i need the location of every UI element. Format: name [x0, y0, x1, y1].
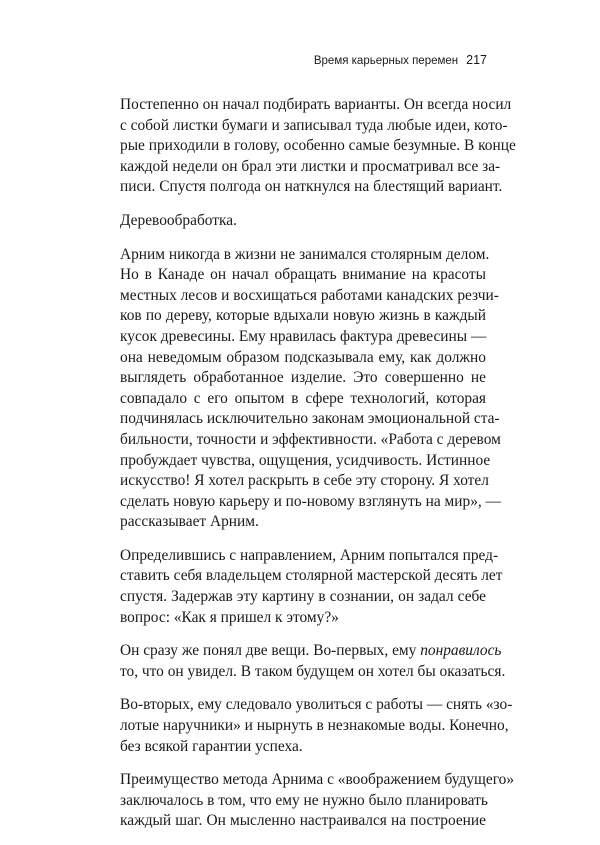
text-line: Но в Канаде он начал обращать внимание на красоты	[120, 266, 486, 284]
text-line: без всякой гарантии успеха.	[120, 737, 303, 755]
text-line: сделать новую карьеру и по-новому взглянуть на мир», —	[120, 492, 502, 510]
text-line: Арним никогда в жизни не занимался столярным делом.	[120, 245, 490, 263]
text-line: лотые наручники» и нырнуть в незнакомые воды. Конечно,	[120, 717, 509, 735]
text-line: Преимущество метода Арнима с «воображением будущего»	[120, 771, 515, 789]
text-line: заключалось в том, что ему не нужно было планировать	[120, 791, 488, 809]
paragraph-3	[120, 245, 502, 533]
text-line: она неведомым образом подсказывала ему, как должно	[120, 348, 486, 366]
text-line: искусство! Я хотел раскрыть в себе эту сторону. Я хотел	[120, 472, 489, 490]
paragraph-5	[120, 641, 506, 682]
text-line	[120, 641, 502, 662]
paragraph-1	[120, 95, 516, 198]
text-line: с собой листки бумаги и записывал туда любые идеи, кото-	[120, 116, 508, 134]
paragraph-7	[120, 770, 515, 832]
emphasis-word: понравилось	[420, 642, 502, 660]
text-line: ставить себя владельцем столярной мастерской десять лет	[120, 567, 503, 585]
text-line: вопрос: «Как я пришел к этому?»	[120, 608, 339, 626]
text-line: подчинялась исключительно законам эмоциональной ста-	[120, 410, 500, 428]
paragraph-4	[120, 546, 503, 628]
text-line: то, что он увидел. В таком будущем он хотел бы оказаться.	[120, 662, 506, 680]
text-line: бильности, точности и эффективности. «Работа с деревом	[120, 430, 501, 448]
running-header	[314, 53, 487, 67]
text-line: рые приходили в голову, особенно самые безумные. В конце	[120, 137, 516, 155]
paragraph-6	[120, 695, 513, 757]
text-line: рассказывает Арним.	[120, 513, 259, 531]
text-line: Постепенно он начал подбирать варианты. Он всегда носил	[120, 96, 512, 113]
text-line: кусок древесины. Ему нравилась фактура древесины —	[120, 327, 487, 345]
text-line: писи. Спустя полгода он наткнулся на блестящий вариант.	[120, 178, 503, 196]
text-line: Деревообработка.	[120, 211, 237, 229]
text-line: каждый шаг. Он мысленно настраивался на построение	[120, 812, 486, 830]
text-line: местных лесов и восхищаться работами канадских резчи-	[120, 286, 499, 304]
text-line: совпадало с его опытом в сфере технологий, которая	[120, 389, 486, 407]
text-line: Определившись с направлением, Арним попытался пред-	[120, 546, 499, 564]
body-text	[120, 95, 516, 845]
text-line: спустя. Задержав эту картину в сознании, он задал себе	[120, 588, 486, 606]
text-line: выглядеть обработанное изделие. Это совершенно не	[120, 369, 486, 387]
text-line: Во-вторых, ему следовало уволиться с работы — снять «зо-	[120, 696, 513, 714]
paragraph-2	[120, 211, 486, 232]
page-number: 217	[466, 53, 487, 67]
text-line: ков по дереву, которые вдыхали новую жизнь в каждый	[120, 307, 486, 325]
text-line: пробуждает чувства, ощущения, усидчивость. Истинное	[120, 451, 491, 469]
running-title: Время карьерных перемен	[313, 55, 459, 67]
line-intro: Он сразу же понял две вещи. Во-первых, ему	[120, 642, 417, 660]
text-line: каждой недели он брал эти листки и просматривал все за-	[120, 157, 501, 175]
